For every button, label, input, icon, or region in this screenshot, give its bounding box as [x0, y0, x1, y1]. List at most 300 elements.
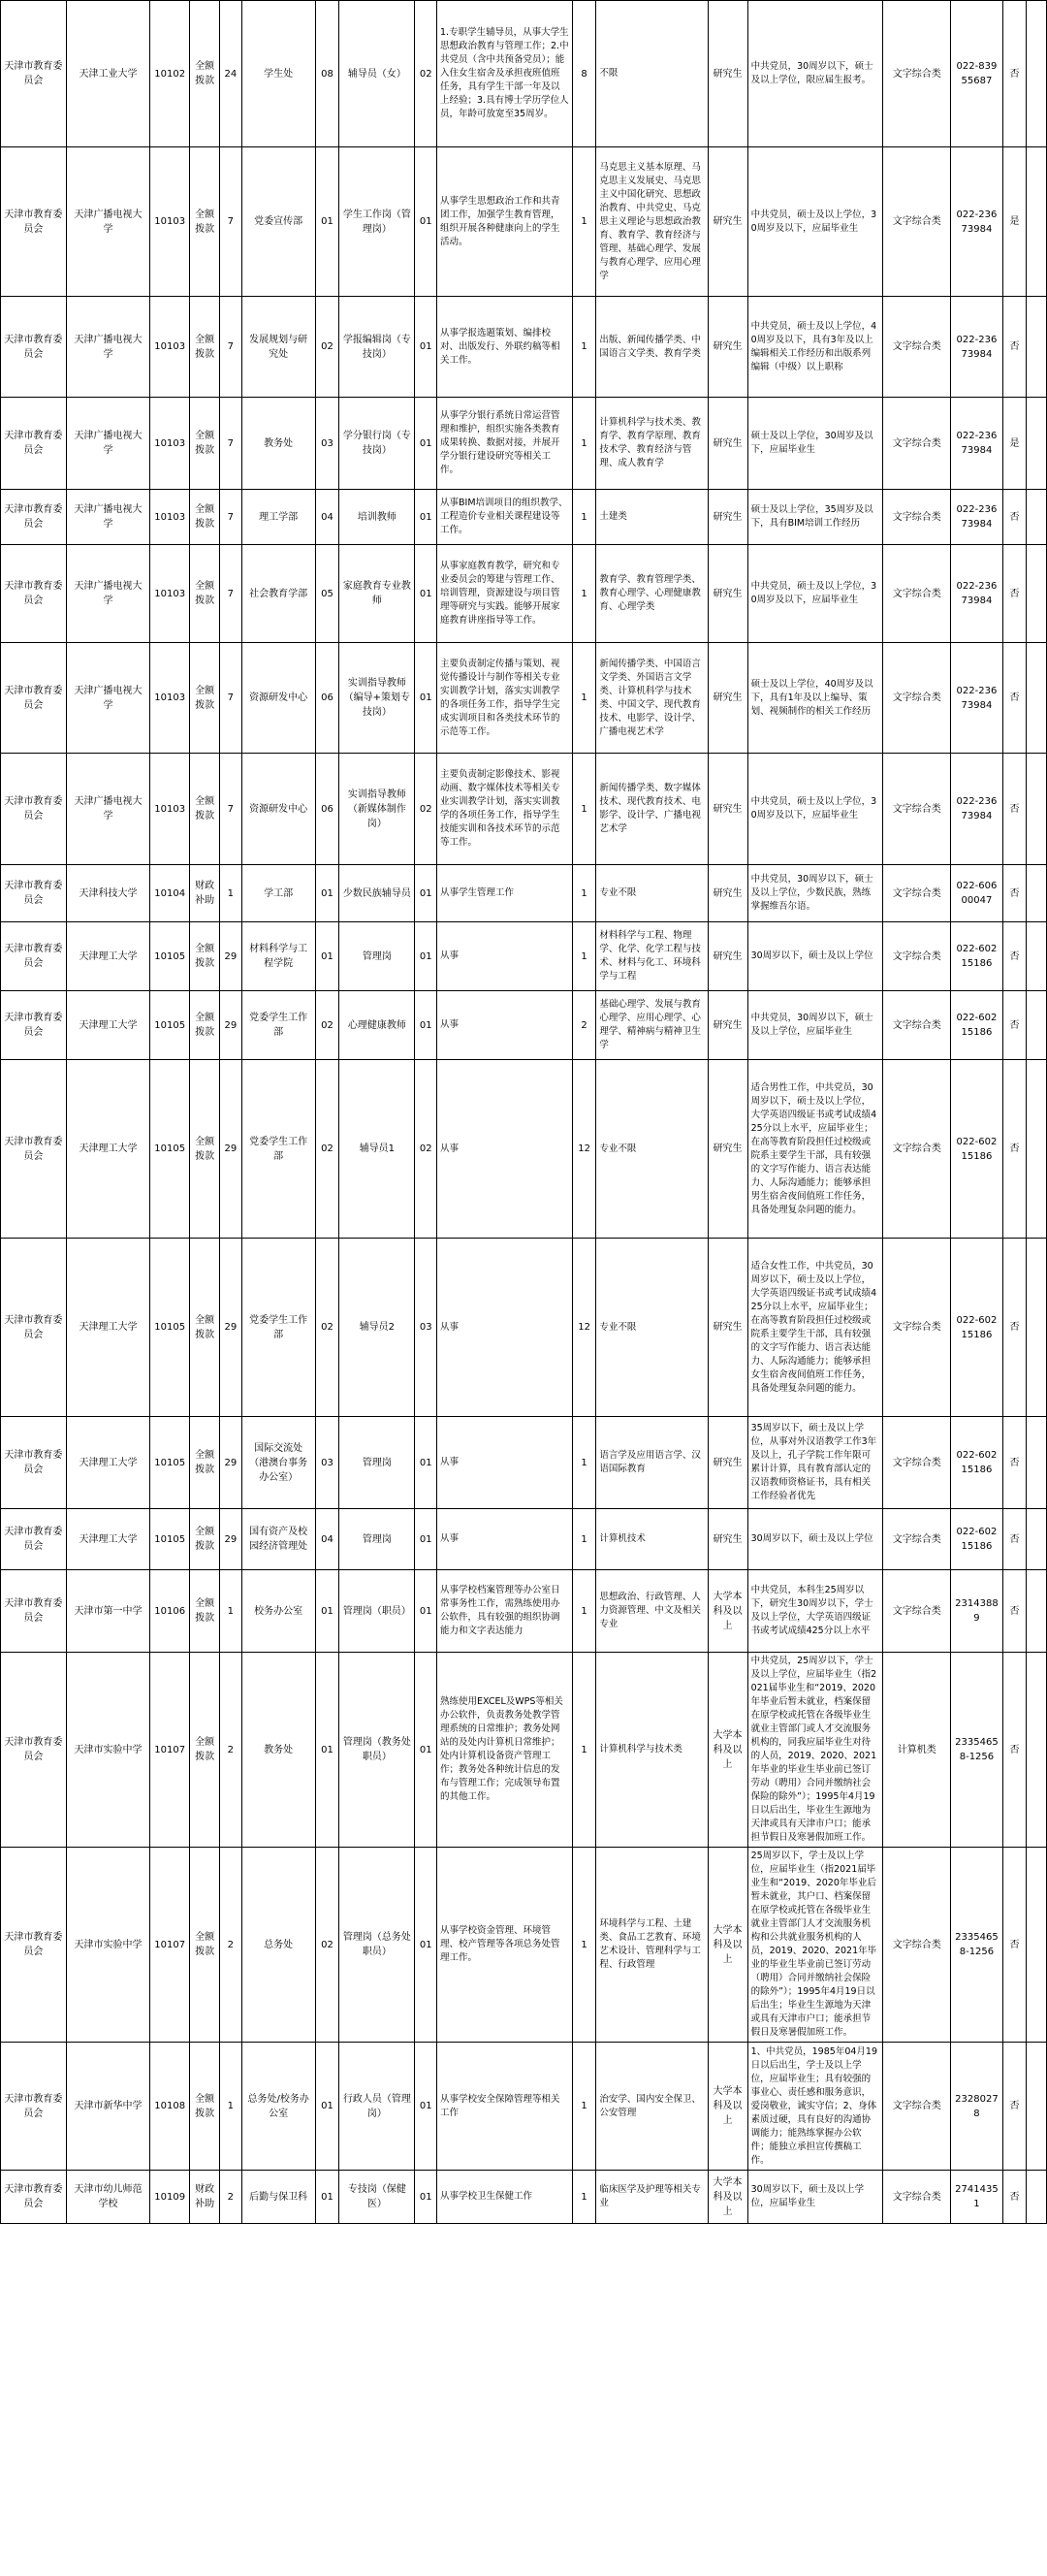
cell-department-code: 7	[220, 754, 242, 865]
cell-phone: 022-60215186	[951, 1509, 1002, 1570]
cell-exam-type: 文字综合类	[883, 1239, 951, 1417]
cell-office: 资源研发中心	[241, 643, 315, 754]
cell-phone: 23354658-1256	[951, 1653, 1002, 1848]
cell-duties: 从事学校资金管理、环境管理、校产管理等各项总务处管理工作。	[437, 1848, 573, 2043]
cell-major: 教育学、教育管理学类、教育心理学、心理健康教育、心理学类	[596, 545, 708, 643]
cell-unit-name: 天津理工大学	[66, 922, 149, 991]
cell-duties: 从事学报选题策划、编排校对、出版发行、外联约稿等相关工作。	[437, 297, 573, 398]
cell-department-code: 29	[220, 1239, 242, 1417]
cell-education: 研究生	[708, 1509, 747, 1570]
cell-phone: 022-60215186	[951, 1060, 1002, 1239]
cell-office: 学工部	[241, 865, 315, 922]
cell-department: 天津市教育委员会	[1, 545, 67, 643]
cell-flag-1: 否	[1002, 1848, 1027, 2043]
cell-requirements: 中共党员，25周岁以下，学士及以上学位，应届毕业生（指2021届毕业生和“2019、2020年毕业后暂未就业，档案保留在原学校或托管在各级毕业生就业主管部门或人才交流服务机构的，同我应届毕业生对待的人员，2019、2020、2021年毕业的毕业生毕业前已签订劳动（聘用）合同并缴纳社会保险的除外”）；1995年4月19日以后出生，毕业生生源地为天津或具有天津市户口；能承担节假日及寒暑假加班工作。	[747, 1653, 883, 1848]
cell-department-code: 29	[220, 1417, 242, 1509]
cell-unit-code: 10105	[150, 1239, 190, 1417]
cell-requirements: 30周岁以下，硕士及以上学位	[747, 1509, 883, 1570]
cell-requirements: 中共党员，硕士及以上学位，30周岁及以下，应届毕业生	[747, 754, 883, 865]
cell-unit-code: 10103	[150, 754, 190, 865]
cell-office: 社会教育学部	[241, 545, 315, 643]
cell-headcount: 1	[572, 1848, 596, 2043]
cell-unit-name: 天津理工大学	[66, 1417, 149, 1509]
table-row	[1, 1417, 1047, 1509]
cell-exam-type: 文字综合类	[883, 1509, 951, 1570]
cell-flag-2	[1027, 865, 1047, 922]
cell-position: 管理岗（教务处职员）	[339, 1653, 415, 1848]
cell-funding-type: 全额拨款	[190, 147, 220, 297]
cell-position: 行政人员（管理岗）	[339, 2043, 415, 2171]
cell-education: 研究生	[708, 865, 747, 922]
cell-department: 天津市教育委员会	[1, 991, 67, 1060]
cell-department: 天津市教育委员会	[1, 398, 67, 490]
cell-funding-type: 全额拨款	[190, 643, 220, 754]
cell-unit-name: 天津广播电视大学	[66, 398, 149, 490]
cell-flag-2	[1027, 297, 1047, 398]
cell-office: 理工学部	[241, 490, 315, 545]
cell-position: 辅导员2	[339, 1239, 415, 1417]
cell-phone: 022-23673984	[951, 754, 1002, 865]
cell-flag-1: 否	[1002, 2043, 1027, 2171]
cell-department-code: 24	[220, 1, 242, 147]
cell-unit-code: 10103	[150, 297, 190, 398]
table-body	[1, 1, 1047, 2224]
cell-position-code: 01	[415, 1848, 437, 2043]
cell-position: 少数民族辅导员	[339, 865, 415, 922]
cell-office-code: 02	[315, 297, 339, 398]
cell-office-code: 05	[315, 545, 339, 643]
table-row	[1, 398, 1047, 490]
cell-unit-code: 10105	[150, 1417, 190, 1509]
cell-office-code: 04	[315, 1509, 339, 1570]
cell-department: 天津市教育委员会	[1, 2043, 67, 2171]
cell-funding-type: 全额拨款	[190, 754, 220, 865]
cell-office: 党委学生工作部	[241, 1239, 315, 1417]
cell-unit-code: 10103	[150, 545, 190, 643]
cell-duties: 从事学生思想政治工作和共青团工作，加强学生教育管理，组织开展各种健康向上的学生活动。	[437, 147, 573, 297]
cell-major: 马克思主义基本原理、马克思主义发展史、马克思主义中国化研究、思想政治教育、中共党史、马克思主义理论与思想政治教育、教育学、教育经济与管理、基础心理学、发展与教育心理学、应用心理学	[596, 147, 708, 297]
cell-phone: 022-23673984	[951, 398, 1002, 490]
cell-flag-1: 是	[1002, 147, 1027, 297]
cell-office-code: 01	[315, 147, 339, 297]
cell-department-code: 7	[220, 643, 242, 754]
cell-office: 校务办公室	[241, 1570, 315, 1653]
cell-education: 大学本科及以上	[708, 2043, 747, 2171]
cell-office-code: 03	[315, 398, 339, 490]
cell-funding-type: 全额拨款	[190, 922, 220, 991]
cell-position-code: 01	[415, 490, 437, 545]
cell-major: 材料科学与工程、物理学、化学、化学工程与技术、材料与化工、环境科学与工程	[596, 922, 708, 991]
cell-department: 天津市教育委员会	[1, 2171, 67, 2224]
cell-requirements: 30周岁以下，硕士及以上学位	[747, 922, 883, 991]
cell-requirements: 适合女性工作，中共党员，30周岁以下，硕士及以上学位，大学英语四级证书或考试成绩425分以上水平，应届毕业生；在高等教育阶段担任过校级或院系主要学生干部，具有较强的文字写作能力、语言表达能力、人际沟通能力；能够承担女生宿舍夜间值班工作任务，具备处理复杂问题的能力。	[747, 1239, 883, 1417]
cell-funding-type: 全额拨款	[190, 1653, 220, 1848]
cell-office-code: 01	[315, 1570, 339, 1653]
cell-position-code: 01	[415, 1570, 437, 1653]
cell-exam-type: 文字综合类	[883, 643, 951, 754]
cell-flag-1: 否	[1002, 1653, 1027, 1848]
cell-major: 语言学及应用语言学、汉语国际教育	[596, 1417, 708, 1509]
cell-flag-1: 否	[1002, 754, 1027, 865]
cell-duties: 从事	[437, 1239, 573, 1417]
cell-flag-1: 否	[1002, 643, 1027, 754]
cell-unit-name: 天津广播电视大学	[66, 147, 149, 297]
cell-flag-2	[1027, 1848, 1047, 2043]
table-row	[1, 2043, 1047, 2171]
cell-department: 天津市教育委员会	[1, 490, 67, 545]
cell-major: 新闻传播学类、中国语言文学类、外国语言文学类、计算机科学与技术类、中国文学、现代教育技术、电影学、设计学、广播电视艺术学	[596, 643, 708, 754]
table-row	[1, 643, 1047, 754]
cell-position: 辅导员1	[339, 1060, 415, 1239]
cell-funding-type: 全额拨款	[190, 1, 220, 147]
cell-funding-type: 全额拨款	[190, 2043, 220, 2171]
cell-unit-name: 天津市实验中学	[66, 1653, 149, 1848]
cell-office: 总务处/校务办公室	[241, 2043, 315, 2171]
cell-requirements: 1、中共党员，1985年04月19日以后出生，学士及以上学位，应届毕业生；具有较强的事业心、责任感和服务意识，爱岗敬业，诚实守信；2、身体素质过硬，具有良好的沟通协调能力；能熟练掌握办公软件；能独立承担宣传撰稿工作。	[747, 2043, 883, 2171]
cell-requirements: 中共党员，30周岁以下，硕士及以上学位，应届毕业生	[747, 991, 883, 1060]
cell-funding-type: 全额拨款	[190, 490, 220, 545]
cell-position: 实训指导教师（编导+策划专技岗）	[339, 643, 415, 754]
cell-flag-2	[1027, 1509, 1047, 1570]
cell-education: 研究生	[708, 490, 747, 545]
cell-duties: 主要负责制定影像技术、影视动画、数字媒体技术等相关专业实训教学计划，落实实训教学的各项任务工作，指导学生技能实训和各技术环节的示范等工作。	[437, 754, 573, 865]
cell-unit-code: 10103	[150, 147, 190, 297]
cell-exam-type: 文字综合类	[883, 1060, 951, 1239]
cell-department: 天津市教育委员会	[1, 643, 67, 754]
cell-unit-code: 10105	[150, 1060, 190, 1239]
cell-position: 管理岗	[339, 1417, 415, 1509]
cell-exam-type: 文字综合类	[883, 922, 951, 991]
cell-flag-2	[1027, 991, 1047, 1060]
cell-position-code: 02	[415, 1, 437, 147]
cell-phone: 022-23673984	[951, 545, 1002, 643]
cell-unit-code: 10108	[150, 2043, 190, 2171]
cell-position: 家庭教育专业教师	[339, 545, 415, 643]
cell-education: 研究生	[708, 1417, 747, 1509]
cell-education: 研究生	[708, 1060, 747, 1239]
table-row	[1, 1570, 1047, 1653]
cell-major: 新闻传播学类、数字媒体技术、现代教育技术、电影学、设计学、广播电视艺术学	[596, 754, 708, 865]
cell-flag-2	[1027, 2171, 1047, 2224]
cell-headcount: 1	[572, 2043, 596, 2171]
cell-department: 天津市教育委员会	[1, 1060, 67, 1239]
cell-funding-type: 全额拨款	[190, 1060, 220, 1239]
cell-flag-1: 否	[1002, 545, 1027, 643]
cell-office: 国有资产及校园经济管理处	[241, 1509, 315, 1570]
cell-flag-1: 否	[1002, 297, 1027, 398]
cell-funding-type: 全额拨款	[190, 991, 220, 1060]
cell-office-code: 01	[315, 1653, 339, 1848]
table-row	[1, 297, 1047, 398]
table-row	[1, 1653, 1047, 1848]
cell-department: 天津市教育委员会	[1, 297, 67, 398]
cell-position-code: 01	[415, 545, 437, 643]
cell-department-code: 7	[220, 147, 242, 297]
cell-phone: 022-60215186	[951, 922, 1002, 991]
cell-unit-code: 10107	[150, 1653, 190, 1848]
cell-department: 天津市教育委员会	[1, 147, 67, 297]
cell-phone: 022-23673984	[951, 490, 1002, 545]
table-row	[1, 1239, 1047, 1417]
cell-requirements: 中共党员，本科生25周岁以下，研究生30周岁以下，学士及以上学位，大学英语四级证书或考试成绩425分以上水平	[747, 1570, 883, 1653]
cell-phone: 022-23673984	[951, 643, 1002, 754]
cell-flag-2	[1027, 147, 1047, 297]
cell-unit-name: 天津理工大学	[66, 1239, 149, 1417]
cell-phone: 022-83955687	[951, 1, 1002, 147]
table-row	[1, 991, 1047, 1060]
cell-requirements: 中共党员，30周岁以下，硕士及以上学位，限应届生报考。	[747, 1, 883, 147]
cell-office: 材料科学与工程学院	[241, 922, 315, 991]
cell-unit-code: 10109	[150, 2171, 190, 2224]
cell-department-code: 29	[220, 1060, 242, 1239]
cell-unit-name: 天津理工大学	[66, 991, 149, 1060]
cell-office: 教务处	[241, 1653, 315, 1848]
cell-requirements: 中共党员，硕士及以上学位，40周岁及以下，具有3年及以上编辑相关工作经历和出版系列编辑（中级）以上职称	[747, 297, 883, 398]
cell-phone: 022-60215186	[951, 1417, 1002, 1509]
cell-exam-type: 文字综合类	[883, 1570, 951, 1653]
cell-education: 研究生	[708, 991, 747, 1060]
cell-department: 天津市教育委员会	[1, 1509, 67, 1570]
cell-exam-type: 文字综合类	[883, 490, 951, 545]
cell-exam-type: 文字综合类	[883, 1417, 951, 1509]
cell-office-code: 01	[315, 922, 339, 991]
cell-funding-type: 全额拨款	[190, 1509, 220, 1570]
cell-duties: 从事	[437, 1509, 573, 1570]
cell-exam-type: 文字综合类	[883, 1, 951, 147]
cell-duties: 从事BIM培训项目的组织教学、工程造价专业相关课程建设等工作。	[437, 490, 573, 545]
cell-office: 党委学生工作部	[241, 991, 315, 1060]
cell-education: 研究生	[708, 545, 747, 643]
cell-flag-2	[1027, 2043, 1047, 2171]
table-row	[1, 2171, 1047, 2224]
cell-requirements: 35周岁以下，硕士及以上学位，从事对外汉语教学工作3年及以上，孔子学院工作年限可累计计算，具有教育部认定的汉语教师资格证书，具有相关工作经验者优先	[747, 1417, 883, 1509]
cell-major: 出版、新闻传播学类、中国语言文学类、教育学类	[596, 297, 708, 398]
cell-department-code: 29	[220, 991, 242, 1060]
cell-exam-type: 文字综合类	[883, 147, 951, 297]
cell-position-code: 01	[415, 297, 437, 398]
cell-duties: 从事学校卫生保健工作	[437, 2171, 573, 2224]
table-row	[1, 1848, 1047, 2043]
cell-unit-name: 天津科技大学	[66, 865, 149, 922]
cell-duties: 主要负责制定传播与策划、视觉传播设计与制作等相关专业实训教学计划，落实实训教学的各项任务工作，指导学生完成实训项目和各类技术环节的示范等工作。	[437, 643, 573, 754]
cell-duties: 1.专职学生辅导员，从事大学生思想政治教育与管理工作；2.中共党员（含中共预备党员）；能入住女生宿舍及承担夜班值班任务，具有学生干部一年及以上经验；3.具有博士学历学位人员，年龄可放宽至35周岁。	[437, 1, 573, 147]
cell-office-code: 06	[315, 643, 339, 754]
cell-position-code: 01	[415, 398, 437, 490]
cell-position: 心理健康教师	[339, 991, 415, 1060]
cell-unit-code: 10102	[150, 1, 190, 147]
cell-office-code: 02	[315, 991, 339, 1060]
cell-major: 思想政治、行政管理、人力资源管理、中文及相关专业	[596, 1570, 708, 1653]
cell-office-code: 02	[315, 1060, 339, 1239]
cell-exam-type: 文字综合类	[883, 1848, 951, 2043]
cell-exam-type: 文字综合类	[883, 2171, 951, 2224]
cell-position: 管理岗（职员）	[339, 1570, 415, 1653]
cell-phone: 27414351	[951, 2171, 1002, 2224]
cell-flag-2	[1027, 1239, 1047, 1417]
cell-unit-name: 天津广播电视大学	[66, 297, 149, 398]
cell-department: 天津市教育委员会	[1, 1570, 67, 1653]
cell-office-code: 02	[315, 1239, 339, 1417]
cell-department-code: 2	[220, 2171, 242, 2224]
cell-unit-name: 天津工业大学	[66, 1, 149, 147]
cell-headcount: 1	[572, 490, 596, 545]
cell-office-code: 06	[315, 754, 339, 865]
cell-flag-2	[1027, 1570, 1047, 1653]
cell-duties: 从事	[437, 1417, 573, 1509]
cell-exam-type: 计算机类	[883, 1653, 951, 1848]
cell-office-code: 01	[315, 2043, 339, 2171]
cell-flag-2	[1027, 398, 1047, 490]
cell-flag-1: 否	[1002, 865, 1027, 922]
table-row	[1, 865, 1047, 922]
cell-position-code: 01	[415, 643, 437, 754]
table-row	[1, 1, 1047, 147]
cell-flag-1: 否	[1002, 1, 1027, 147]
cell-department-code: 1	[220, 2043, 242, 2171]
cell-department: 天津市教育委员会	[1, 865, 67, 922]
cell-position-code: 01	[415, 147, 437, 297]
cell-exam-type: 文字综合类	[883, 2043, 951, 2171]
cell-office: 党委宣传部	[241, 147, 315, 297]
cell-flag-1: 否	[1002, 490, 1027, 545]
cell-major: 计算机科学与技术类、教育学、教育学原理、教育技术学、教育经济与管理、成人教育学	[596, 398, 708, 490]
cell-department-code: 7	[220, 490, 242, 545]
cell-funding-type: 财政补助	[190, 2171, 220, 2224]
cell-education: 研究生	[708, 754, 747, 865]
cell-duties: 从事	[437, 991, 573, 1060]
cell-unit-code: 10106	[150, 1570, 190, 1653]
cell-position: 管理岗	[339, 1509, 415, 1570]
cell-phone: 23354658-1256	[951, 1848, 1002, 2043]
cell-education: 研究生	[708, 398, 747, 490]
cell-position-code: 02	[415, 754, 437, 865]
cell-headcount: 1	[572, 147, 596, 297]
cell-exam-type: 文字综合类	[883, 398, 951, 490]
cell-education: 研究生	[708, 643, 747, 754]
table-row	[1, 922, 1047, 991]
cell-department-code: 7	[220, 545, 242, 643]
cell-unit-name: 天津市实验中学	[66, 1848, 149, 2043]
cell-requirements: 硕士及以上学位，30周岁及以下，应届毕业生	[747, 398, 883, 490]
table-row	[1, 490, 1047, 545]
table-row	[1, 1509, 1047, 1570]
cell-flag-1: 否	[1002, 1570, 1027, 1653]
cell-education: 大学本科及以上	[708, 2171, 747, 2224]
cell-position: 管理岗（总务处职员）	[339, 1848, 415, 2043]
cell-education: 研究生	[708, 297, 747, 398]
cell-office: 总务处	[241, 1848, 315, 2043]
cell-unit-name: 天津市新华中学	[66, 2043, 149, 2171]
cell-phone: 022-23673984	[951, 297, 1002, 398]
cell-major: 土建类	[596, 490, 708, 545]
cell-office: 教务处	[241, 398, 315, 490]
cell-position: 学分银行岗（专技岗）	[339, 398, 415, 490]
cell-flag-2	[1027, 754, 1047, 865]
table-row	[1, 1060, 1047, 1239]
cell-unit-name: 天津理工大学	[66, 1509, 149, 1570]
cell-funding-type: 全额拨款	[190, 398, 220, 490]
cell-position: 学生工作岗（管理岗）	[339, 147, 415, 297]
cell-flag-2	[1027, 922, 1047, 991]
cell-headcount: 1	[572, 2171, 596, 2224]
cell-unit-name: 天津广播电视大学	[66, 545, 149, 643]
cell-position-code: 01	[415, 1653, 437, 1848]
cell-flag-2	[1027, 1, 1047, 147]
cell-flag-2	[1027, 1417, 1047, 1509]
cell-department-code: 1	[220, 1570, 242, 1653]
cell-department-code: 2	[220, 1848, 242, 2043]
cell-exam-type: 文字综合类	[883, 865, 951, 922]
cell-flag-1: 否	[1002, 991, 1027, 1060]
cell-requirements: 硕士及以上学位，35周岁及以下，具有BIM培训工作经历	[747, 490, 883, 545]
cell-major: 基础心理学、发展与教育心理学、应用心理学、心理学、精神病与精神卫生学	[596, 991, 708, 1060]
cell-phone: 022-23673984	[951, 147, 1002, 297]
cell-department-code: 7	[220, 398, 242, 490]
cell-major: 环境科学与工程、土建类、食品工艺教育、环境艺术设计、管理科学与工程、行政管理	[596, 1848, 708, 2043]
cell-headcount: 1	[572, 1417, 596, 1509]
cell-position-code: 03	[415, 1239, 437, 1417]
cell-headcount: 1	[572, 1653, 596, 1848]
cell-unit-code: 10105	[150, 991, 190, 1060]
cell-headcount: 1	[572, 643, 596, 754]
cell-exam-type: 文字综合类	[883, 991, 951, 1060]
table-row	[1, 147, 1047, 297]
cell-department: 天津市教育委员会	[1, 1, 67, 147]
cell-department: 天津市教育委员会	[1, 1417, 67, 1509]
cell-department: 天津市教育委员会	[1, 1848, 67, 2043]
cell-unit-name: 天津广播电视大学	[66, 754, 149, 865]
cell-position-code: 01	[415, 865, 437, 922]
cell-phone: 022-60215186	[951, 991, 1002, 1060]
cell-funding-type: 全额拨款	[190, 545, 220, 643]
cell-department: 天津市教育委员会	[1, 1239, 67, 1417]
cell-requirements: 中共党员，硕士及以上学位，30周岁及以下，应届毕业生	[747, 545, 883, 643]
cell-phone: 022-60600047	[951, 865, 1002, 922]
cell-headcount: 1	[572, 1509, 596, 1570]
cell-unit-name: 天津市第一中学	[66, 1570, 149, 1653]
cell-flag-2	[1027, 1060, 1047, 1239]
cell-office-code: 04	[315, 490, 339, 545]
cell-department-code: 2	[220, 1653, 242, 1848]
cell-position-code: 01	[415, 991, 437, 1060]
cell-office: 学生处	[241, 1, 315, 147]
cell-headcount: 1	[572, 297, 596, 398]
cell-funding-type: 全额拨款	[190, 1239, 220, 1417]
cell-unit-name: 天津市幼儿师范学校	[66, 2171, 149, 2224]
cell-flag-1: 否	[1002, 2171, 1027, 2224]
cell-department: 天津市教育委员会	[1, 754, 67, 865]
cell-funding-type: 全额拨款	[190, 1417, 220, 1509]
cell-requirements: 25周岁以下，学士及以上学位，应届毕业生（指2021届毕业生和“2019、2020年毕业后暂未就业，其户口、档案保留在原学校或托管在各级毕业生就业主管部门人才交流服务机构和公共就业服务机构的人员，2019、2020、2021年毕业的毕业生毕业前已签订劳动（聘用）合同并缴纳社会保险的除外”）；1995年4月19日以后出生；毕业生生源地为天津或具有天津市户口；能承担节假日及寒暑假加班工作。	[747, 1848, 883, 2043]
cell-flag-2	[1027, 1653, 1047, 1848]
cell-department-code: 29	[220, 922, 242, 991]
cell-education: 大学本科及以上	[708, 1570, 747, 1653]
cell-position: 培训教师	[339, 490, 415, 545]
cell-flag-1: 否	[1002, 1060, 1027, 1239]
cell-office: 后勤与保卫科	[241, 2171, 315, 2224]
cell-position-code: 01	[415, 2171, 437, 2224]
cell-phone: 23143889	[951, 1570, 1002, 1653]
cell-headcount: 1	[572, 1570, 596, 1653]
cell-position-code: 02	[415, 1060, 437, 1239]
cell-flag-1: 是	[1002, 398, 1027, 490]
cell-unit-code: 10104	[150, 865, 190, 922]
cell-major: 计算机技术	[596, 1509, 708, 1570]
cell-position-code: 01	[415, 1417, 437, 1509]
cell-education: 大学本科及以上	[708, 1848, 747, 2043]
cell-funding-type: 全额拨款	[190, 1848, 220, 2043]
cell-education: 大学本科及以上	[708, 1653, 747, 1848]
